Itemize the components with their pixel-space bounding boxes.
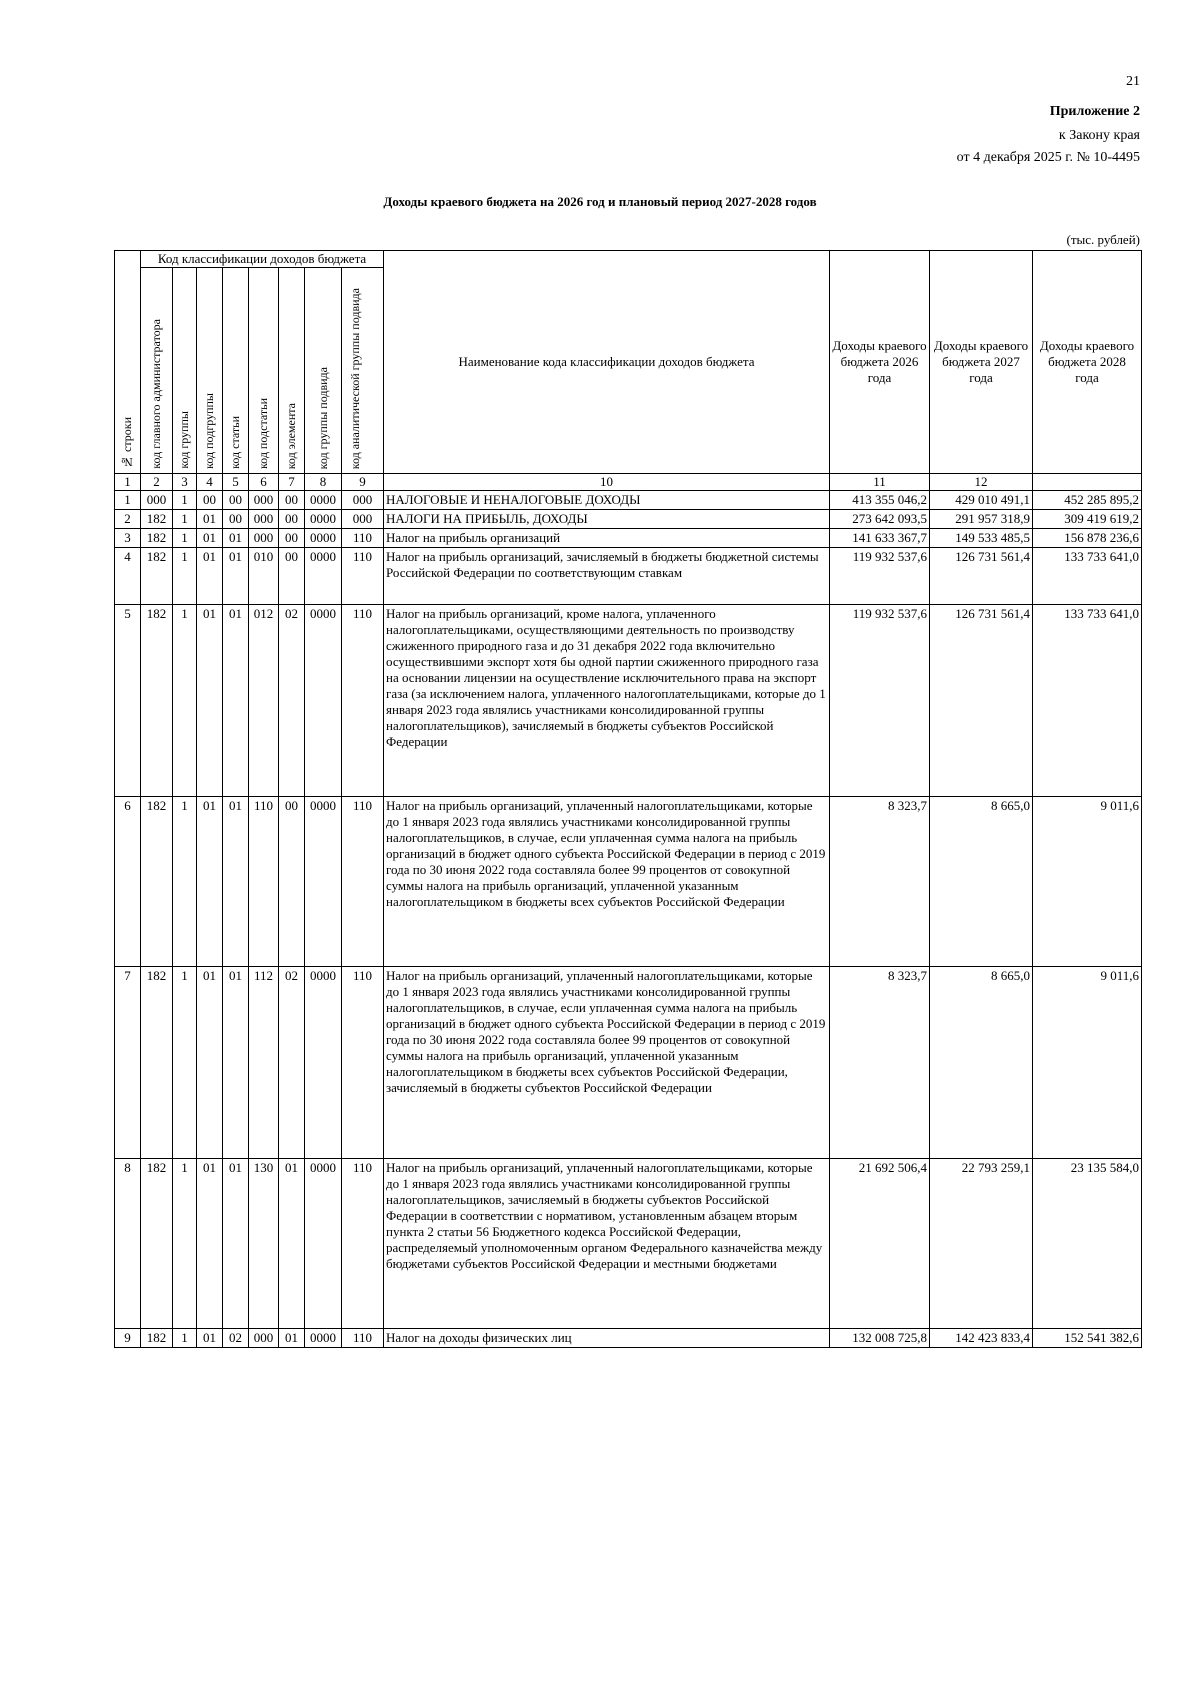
header-2028: Доходы краевого бюджета 2028 года — [1033, 251, 1142, 474]
column-number: 6 — [249, 474, 279, 491]
code-article: 01 — [223, 605, 249, 797]
units-label: (тыс. рублей) — [1066, 232, 1140, 247]
code-group: 1 — [173, 1159, 197, 1329]
header-code-admin: код главного администратора — [141, 268, 173, 474]
value-2028: 9 011,6 — [1033, 797, 1142, 967]
code-subtype-group: 0000 — [305, 548, 342, 605]
value-2027: 22 793 259,1 — [930, 1159, 1033, 1329]
income-name: Налог на прибыль организаций, кроме налога, уплаченного налогоплательщиками, осуществляющими деятельность по производству сжиженного природного газа и до 31 декабря 2022 года включительно осуществившими экспорт хотя бы одной партии сжиженного природного газа на основании лицензии на осуществление исключительного права на экспорт газа (за исключением налога, уплаченного налогоплательщиками, которые до 1 января 2023 года являлись участниками консолидированной группы налогоплательщиков), зачисляемый в бюджеты субъектов Российской Федерации — [384, 605, 830, 797]
code-group: 1 — [173, 510, 197, 529]
column-number: 11 — [830, 474, 930, 491]
code-subarticle: 000 — [249, 491, 279, 510]
code-element: 00 — [279, 548, 305, 605]
column-numbers-row — [115, 474, 1142, 491]
income-name: Налог на прибыль организаций, уплаченный налогоплательщиками, которые до 1 января 2023 года являлись участниками консолидированной группы налогоплательщиков, в случае, если уплаченная сумма налога на прибыль организаций в бюджет одного субъекта Российской Федерации в период с 2019 года по 30 июня 2022 года составляла более 99 процентов от совокупной суммы налога на прибыль организаций, уплаченной указанным налогоплательщиком в бюджеты всех субъектов Российской Федерации, зачисляемый в бюджеты субъектов Российской Федерации — [384, 967, 830, 1159]
table-row — [115, 491, 1142, 510]
value-2026: 413 355 046,2 — [830, 491, 930, 510]
document-title: Доходы краевого бюджета на 2026 год и плановый период 2027-2028 годов — [383, 194, 817, 209]
header-code-article: код статьи — [223, 268, 249, 474]
value-2026: 21 692 506,4 — [830, 1159, 930, 1329]
code-analytic-group: 110 — [342, 1159, 384, 1329]
value-2026: 119 932 537,6 — [830, 605, 930, 797]
income-name: Налог на прибыль организаций, зачисляемый в бюджеты бюджетной системы Российской Федерации по соответствующим ставкам — [384, 548, 830, 605]
value-2026: 132 008 725,8 — [830, 1329, 930, 1348]
column-number: 2 — [141, 474, 173, 491]
code-analytic-group: 110 — [342, 529, 384, 548]
code-subarticle: 000 — [249, 1329, 279, 1348]
column-number: 3 — [173, 474, 197, 491]
column-number: 12 — [930, 474, 1033, 491]
code-subarticle: 000 — [249, 510, 279, 529]
appendix-law: к Закону края — [1058, 128, 1140, 143]
code-article: 01 — [223, 967, 249, 1159]
income-name: Налог на прибыль организаций, уплаченный налогоплательщиками, которые до 1 января 2023 года являлись участниками консолидированной группы налогоплательщиков, в случае, если уплаченная сумма налога на прибыль организаций в бюджет одного субъекта Российской Федерации в период с 2019 года по 30 июня 2022 года составляла более 99 процентов от совокупной суммы налога на прибыль организаций, уплаченной указанным налогоплательщиком в бюджеты всех субъектов Российской Федерации — [384, 797, 830, 967]
column-number: 4 — [197, 474, 223, 491]
table-row — [115, 548, 1142, 605]
row-number: 7 — [115, 967, 141, 1159]
code-admin: 182 — [141, 967, 173, 1159]
code-group: 1 — [173, 967, 197, 1159]
header-row-number: № строки — [115, 251, 141, 474]
column-number — [1033, 474, 1142, 491]
value-2028: 152 541 382,6 — [1033, 1329, 1142, 1348]
value-2027: 8 665,0 — [930, 967, 1033, 1159]
code-analytic-group: 000 — [342, 510, 384, 529]
code-element: 00 — [279, 797, 305, 967]
value-2026: 141 633 367,7 — [830, 529, 930, 548]
code-article: 01 — [223, 529, 249, 548]
income-name: Налог на прибыль организаций — [384, 529, 830, 548]
code-analytic-group: 110 — [342, 967, 384, 1159]
code-article: 01 — [223, 548, 249, 605]
code-group: 1 — [173, 605, 197, 797]
value-2028: 133 733 641,0 — [1033, 605, 1142, 797]
code-subgroup: 01 — [197, 1329, 223, 1348]
table-row — [115, 797, 1142, 967]
code-analytic-group: 110 — [342, 548, 384, 605]
column-number: 9 — [342, 474, 384, 491]
code-subtype-group: 0000 — [305, 967, 342, 1159]
code-admin: 182 — [141, 1159, 173, 1329]
code-article: 00 — [223, 510, 249, 529]
table-row — [115, 1329, 1142, 1348]
column-number: 1 — [115, 474, 141, 491]
value-2026: 8 323,7 — [830, 967, 930, 1159]
code-subarticle: 130 — [249, 1159, 279, 1329]
row-number: 6 — [115, 797, 141, 967]
code-subtype-group: 0000 — [305, 1159, 342, 1329]
value-2027: 429 010 491,1 — [930, 491, 1033, 510]
value-2027: 149 533 485,5 — [930, 529, 1033, 548]
column-number: 5 — [223, 474, 249, 491]
row-number: 4 — [115, 548, 141, 605]
code-subtype-group: 0000 — [305, 797, 342, 967]
appendix-title: Приложение 2 — [1049, 104, 1140, 119]
header-code-group-col: код группы — [173, 268, 197, 474]
code-subgroup: 00 — [197, 491, 223, 510]
code-group: 1 — [173, 1329, 197, 1348]
code-article: 01 — [223, 1159, 249, 1329]
income-name: НАЛОГОВЫЕ И НЕНАЛОГОВЫЕ ДОХОДЫ — [384, 491, 830, 510]
value-2026: 8 323,7 — [830, 797, 930, 967]
code-element: 00 — [279, 529, 305, 548]
header-code-subarticle: код подстатьи — [249, 268, 279, 474]
row-number: 3 — [115, 529, 141, 548]
header-name: Наименование кода классификации доходов бюджета — [384, 251, 830, 474]
table-row — [115, 605, 1142, 797]
header-2027: Доходы краевого бюджета 2027 года — [930, 251, 1033, 474]
code-group: 1 — [173, 548, 197, 605]
code-subtype-group: 0000 — [305, 605, 342, 797]
header-code-element: код элемента — [279, 268, 305, 474]
code-subarticle: 012 — [249, 605, 279, 797]
code-element: 02 — [279, 967, 305, 1159]
table-row — [115, 1159, 1142, 1329]
table-row — [115, 529, 1142, 548]
value-2026: 119 932 537,6 — [830, 548, 930, 605]
code-subgroup: 01 — [197, 797, 223, 967]
value-2027: 142 423 833,4 — [930, 1329, 1033, 1348]
page-number: 21 — [1126, 74, 1140, 89]
code-group: 1 — [173, 529, 197, 548]
code-subgroup: 01 — [197, 510, 223, 529]
code-admin: 182 — [141, 605, 173, 797]
code-analytic-group: 110 — [342, 1329, 384, 1348]
code-subgroup: 01 — [197, 1159, 223, 1329]
value-2028: 9 011,6 — [1033, 967, 1142, 1159]
code-group: 1 — [173, 797, 197, 967]
row-number: 2 — [115, 510, 141, 529]
header-code-subgroup: код подгруппы — [197, 268, 223, 474]
row-number: 9 — [115, 1329, 141, 1348]
header-code-group: Код классификации доходов бюджета — [141, 251, 384, 268]
code-element: 01 — [279, 1159, 305, 1329]
code-admin: 182 — [141, 529, 173, 548]
budget-table — [114, 250, 1142, 1348]
value-2027: 291 957 318,9 — [930, 510, 1033, 529]
column-number: 7 — [279, 474, 305, 491]
code-subtype-group: 0000 — [305, 1329, 342, 1348]
value-2027: 126 731 561,4 — [930, 548, 1033, 605]
table-row — [115, 967, 1142, 1159]
code-subarticle: 110 — [249, 797, 279, 967]
income-name: Налог на доходы физических лиц — [384, 1329, 830, 1348]
code-article: 00 — [223, 491, 249, 510]
header-2026: Доходы краевого бюджета 2026 года — [830, 251, 930, 474]
row-number: 5 — [115, 605, 141, 797]
code-analytic-group: 000 — [342, 491, 384, 510]
code-subarticle: 112 — [249, 967, 279, 1159]
value-2027: 126 731 561,4 — [930, 605, 1033, 797]
value-2026: 273 642 093,5 — [830, 510, 930, 529]
value-2028: 309 419 619,2 — [1033, 510, 1142, 529]
code-analytic-group: 110 — [342, 797, 384, 967]
code-subgroup: 01 — [197, 967, 223, 1159]
code-subgroup: 01 — [197, 529, 223, 548]
value-2027: 8 665,0 — [930, 797, 1033, 967]
code-subtype-group: 0000 — [305, 529, 342, 548]
code-admin: 182 — [141, 510, 173, 529]
appendix-date: от 4 декабря 2025 г. № 10-4495 — [956, 150, 1140, 165]
income-name: Налог на прибыль организаций, уплаченный налогоплательщиками, которые до 1 января 2023 года являлись участниками консолидированной группы налогоплательщиков, зачисляемый в бюджеты субъектов Российской Федерации в соответствии с нормативом, установленным абзацем вторым пункта 2 статьи 56 Бюджетного кодекса Российской Федерации, распределяемый уполномоченным органом Федерального казначейства между бюджетами субъектов Российской Федерации и местными бюджетами — [384, 1159, 830, 1329]
value-2028: 23 135 584,0 — [1033, 1159, 1142, 1329]
code-admin: 182 — [141, 548, 173, 605]
code-element: 00 — [279, 491, 305, 510]
income-name: НАЛОГИ НА ПРИБЫЛЬ, ДОХОДЫ — [384, 510, 830, 529]
code-subarticle: 010 — [249, 548, 279, 605]
code-subgroup: 01 — [197, 548, 223, 605]
code-article: 01 — [223, 797, 249, 967]
code-element: 00 — [279, 510, 305, 529]
value-2028: 452 285 895,2 — [1033, 491, 1142, 510]
code-article: 02 — [223, 1329, 249, 1348]
row-number: 1 — [115, 491, 141, 510]
code-element: 02 — [279, 605, 305, 797]
code-admin: 182 — [141, 797, 173, 967]
value-2028: 133 733 641,0 — [1033, 548, 1142, 605]
value-2028: 156 878 236,6 — [1033, 529, 1142, 548]
code-analytic-group: 110 — [342, 605, 384, 797]
column-number: 8 — [305, 474, 342, 491]
code-subtype-group: 0000 — [305, 510, 342, 529]
code-subgroup: 01 — [197, 605, 223, 797]
table-row — [115, 510, 1142, 529]
row-number: 8 — [115, 1159, 141, 1329]
header-code-analytic-group: код аналитической группы подвида — [342, 268, 384, 474]
code-subtype-group: 0000 — [305, 491, 342, 510]
code-subarticle: 000 — [249, 529, 279, 548]
code-element: 01 — [279, 1329, 305, 1348]
code-admin: 000 — [141, 491, 173, 510]
column-number: 10 — [384, 474, 830, 491]
header-code-subtype-group: код группы подвида — [305, 268, 342, 474]
code-group: 1 — [173, 491, 197, 510]
code-admin: 182 — [141, 1329, 173, 1348]
